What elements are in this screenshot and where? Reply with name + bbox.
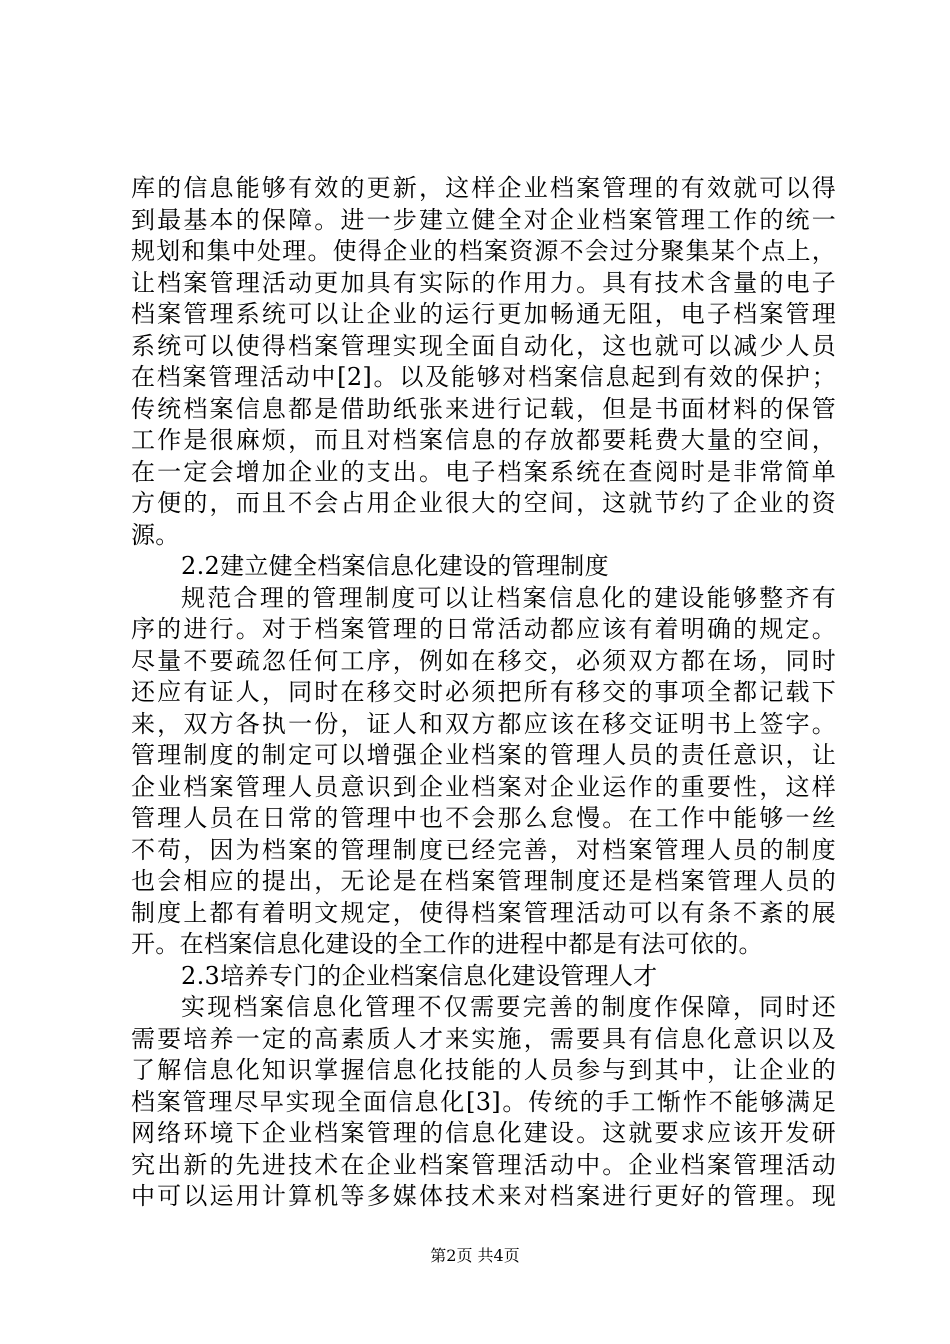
text-line: 还应有证人，同时在移交时必须把所有移交的事项全都记载下 (131, 678, 836, 706)
page-footer: 第2页 共4页 (430, 1246, 520, 1265)
text-line: 尽量不要疏忽任何工序，例如在移交，必须双方都在场，同时 (131, 646, 836, 675)
text-line: 不苟，因为档案的管理制度已经完善，对档案管理人员的制度 (131, 835, 836, 864)
text-line: 在档案管理活动中[2]。以及能够对档案信息起到有效的保护； (131, 363, 836, 391)
text-line: 需要培养一定的高素质人才来实施，需要具有信息化意识以及 (131, 1024, 836, 1053)
text-line: 规划和集中处理。使得企业的档案资源不会过分聚集某个点上， (131, 237, 836, 265)
text-line: 中可以运用计算机等多媒体技术来对档案进行更好的管理。现 (131, 1182, 836, 1210)
text-line: 库的信息能够有效的更新，这样企业档案管理的有效就可以得 (131, 174, 836, 202)
text-line: 系统可以使得档案管理实现全面自动化，这也就可以减少人员 (131, 331, 836, 360)
text-line: 档案管理系统可以让企业的运行更加畅通无阻，电子档案管理 (131, 300, 836, 328)
text-line: 了解信息化知识掌握信息化技能的人员参与到其中，让企业的 (131, 1056, 836, 1084)
body-text (131, 173, 836, 1213)
text-line: 源。 (131, 520, 180, 549)
text-line: 开。在档案信息化建设的全工作的进程中都是有法可依的。 (131, 930, 763, 958)
paragraph-1 (131, 173, 836, 551)
text-line: 序的进行。对于档案管理的日常活动都应该有着明确的规定。 (131, 615, 836, 643)
text-line: 管理制度的制定可以增强企业档案的管理人员的责任意识，让 (131, 741, 836, 769)
text-line: 在一定会增加企业的支出。电子档案系统在查阅时是非常简单 (131, 457, 836, 486)
section-heading-2-2: 2.2建立健全档案信息化建设的管理制度 (181, 552, 609, 580)
text-line: 档案管理尽早实现全面信息化[3]。传统的手工惭怍不能够满足 (131, 1087, 836, 1116)
text-line: 规范合理的管理制度可以让档案信息化的建设能够整齐有 (181, 583, 836, 612)
text-line: 到最基本的保障。进一步建立健全对企业档案管理工作的统一 (131, 205, 836, 234)
text-line: 网络环境下企业档案管理的信息化建设。这就要求应该开发研 (131, 1119, 836, 1147)
text-line: 来，双方各执一份，证人和双方都应该在移交证明书上签字。 (131, 709, 836, 738)
text-line: 实现档案信息化管理不仅需要完善的制度作保障，同时还 (181, 993, 836, 1021)
text-line: 也会相应的提出，无论是在档案管理制度还是档案管理人员的 (131, 867, 836, 895)
section-heading-2-3: 2.3培养专门的企业档案信息化建设管理人才 (181, 961, 658, 990)
text-line: 究出新的先进技术在企业档案管理活动中。企业档案管理活动 (131, 1150, 836, 1179)
paragraph-3 (131, 992, 836, 1213)
text-line: 让档案管理活动更加具有实际的作用力。具有技术含量的电子 (131, 268, 836, 297)
text-line: 传统档案信息都是借助纸张来进行记载，但是书面材料的保管 (131, 394, 836, 423)
text-line: 工作是很麻烦，而且对档案信息的存放都要耗费大量的空间， (131, 426, 836, 454)
text-line: 制度上都有着明文规定，使得档案管理活动可以有条不紊的展 (131, 898, 836, 927)
paragraph-2 (131, 583, 836, 961)
text-line: 管理人员在日常的管理中也不会那么怠慢。在工作中能够一丝 (131, 804, 836, 832)
text-line: 企业档案管理人员意识到企业档案对企业运作的重要性，这样 (131, 772, 836, 801)
text-line: 方便的，而且不会占用企业很大的空间，这就节约了企业的资 (131, 489, 836, 517)
